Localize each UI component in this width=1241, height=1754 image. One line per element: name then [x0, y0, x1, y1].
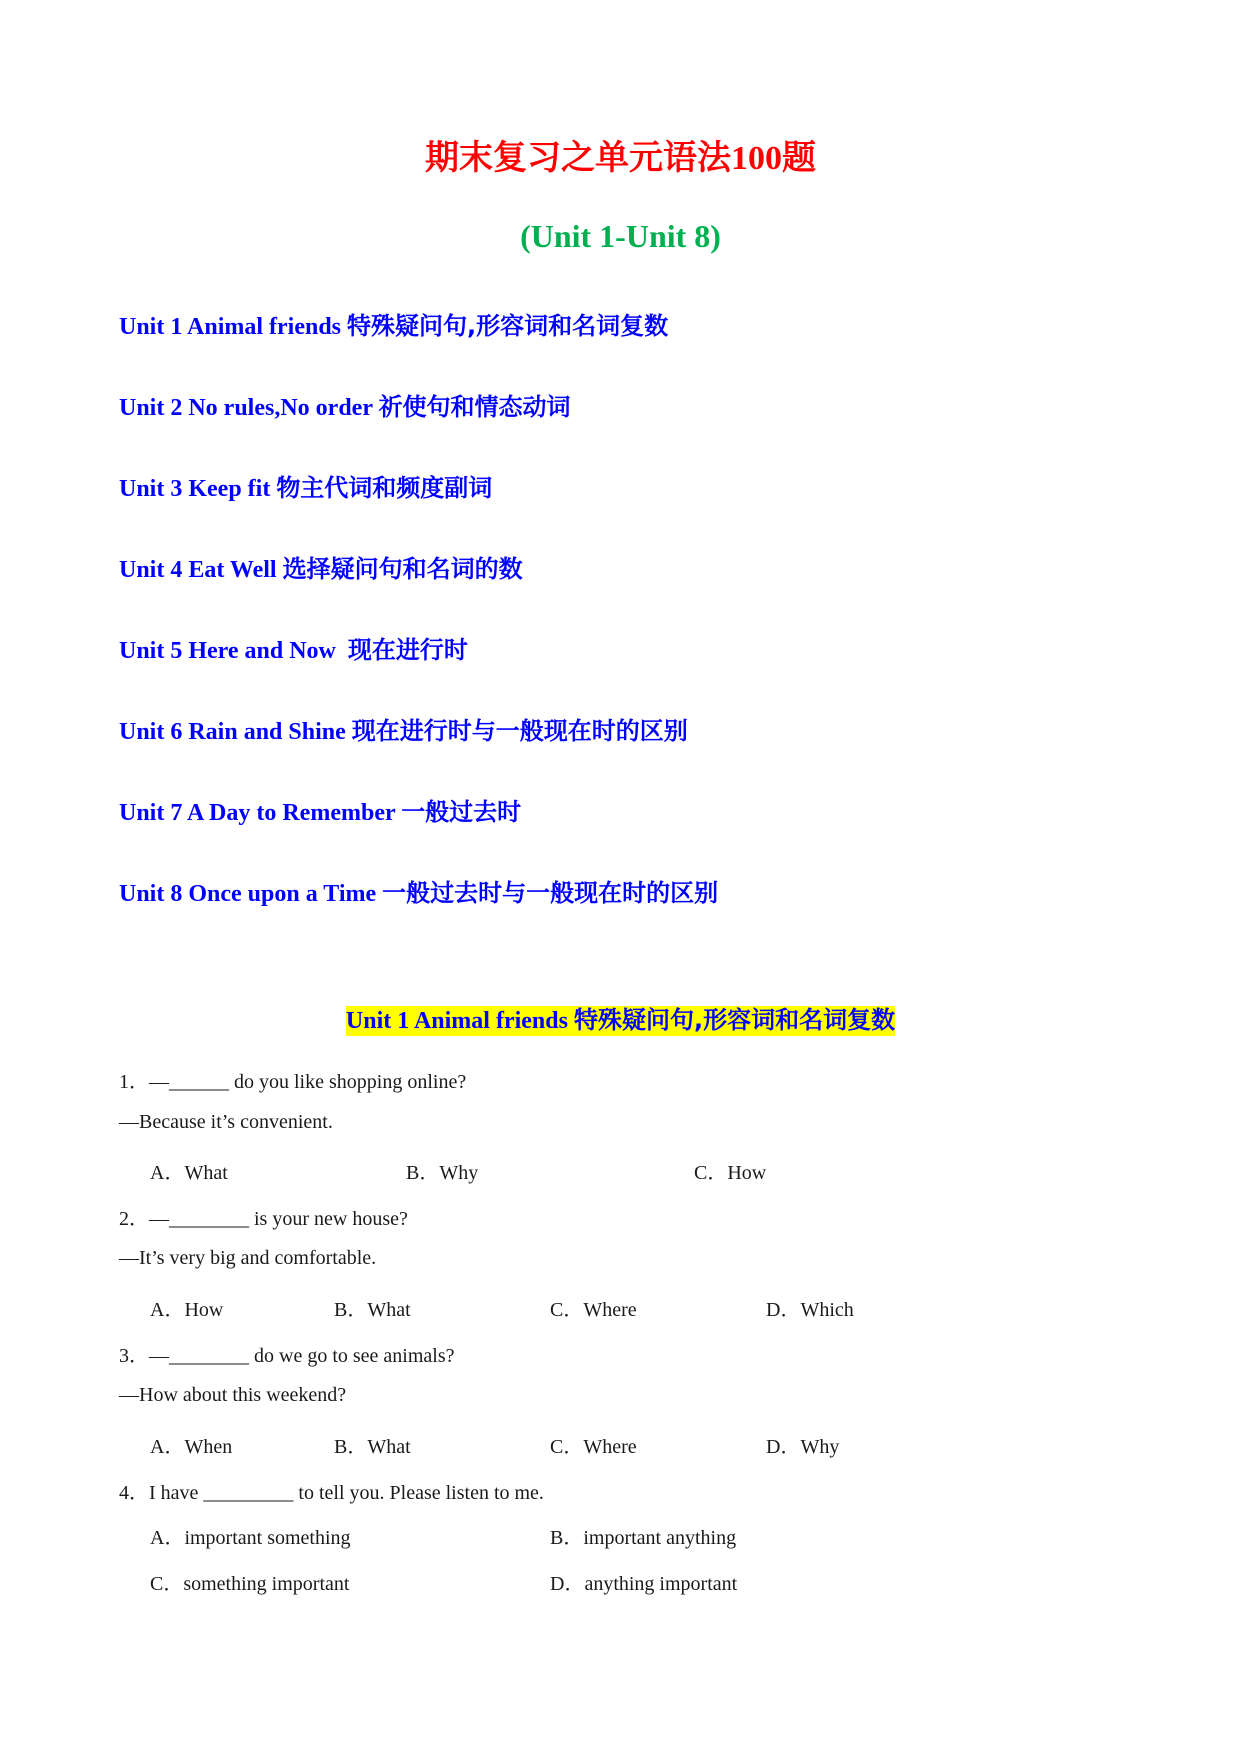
unit-title: Unit 7 A Day to Remember: [119, 800, 402, 826]
unit-list-item: [119, 792, 521, 827]
question-stem: 4．I have _________ to tell you. Please listen to me.: [119, 1482, 544, 1504]
unit-title: Unit 6 Rain and Shine: [119, 719, 352, 745]
unit-title: Unit 5 Here and Now: [119, 638, 348, 664]
question-stem: 3．—________ do we go to see animals?: [119, 1345, 455, 1367]
unit-title: Unit 4 Eat Well: [119, 557, 283, 583]
unit-list-item: [119, 630, 468, 665]
answer-option[interactable]: B．What: [334, 1436, 411, 1458]
section-heading: [0, 1000, 1241, 1035]
answer-option[interactable]: C．something important: [150, 1573, 350, 1595]
answer-option[interactable]: C．Where: [550, 1299, 637, 1321]
answer-option[interactable]: B．important anything: [550, 1527, 737, 1549]
answer-option[interactable]: C．How: [694, 1162, 767, 1184]
unit-list-item: [119, 468, 492, 503]
unit-title: Unit 2 No rules,No order: [119, 395, 379, 421]
answer-option[interactable]: D．Which: [766, 1299, 854, 1321]
answer-option[interactable]: A．How: [150, 1299, 224, 1321]
answer-option[interactable]: A．When: [150, 1436, 233, 1458]
answer-option[interactable]: C．Where: [550, 1436, 637, 1458]
answer-option[interactable]: A．What: [150, 1162, 228, 1184]
unit-list-item: [119, 387, 571, 422]
unit-list-item: [119, 306, 668, 341]
answer-option[interactable]: B．What: [334, 1299, 411, 1321]
unit-title: Unit 1 Animal friends: [119, 314, 348, 340]
document-title: 期末复习之单元语法100题: [425, 140, 816, 177]
unit-grammar: 祈使句和情态动词: [378, 393, 571, 421]
question-stem: 2．—________ is your new house?: [119, 1208, 408, 1230]
document-subtitle: (Unit 1-Unit 8): [520, 218, 721, 254]
question-reply: —It’s very big and comfortable.: [119, 1247, 377, 1269]
unit-title: Unit 3 Keep fit: [119, 476, 277, 502]
unit-grammar: 现在进行时与一般现在时的区别: [351, 717, 688, 745]
unit-grammar: 物主代词和频度副词: [276, 474, 493, 502]
unit-list-item: [119, 873, 718, 908]
answer-option[interactable]: D．Why: [766, 1436, 840, 1458]
answer-option[interactable]: A．important something: [150, 1527, 351, 1549]
unit-grammar: 特殊疑问句,形容词和名词复数: [347, 312, 669, 340]
unit-grammar: 一般过去时: [401, 798, 522, 826]
question-reply: —How about this weekend?: [119, 1384, 347, 1406]
unit-grammar: 一般过去时与一般现在时的区别: [382, 879, 719, 907]
unit-title: Unit 8 Once upon a Time: [119, 881, 383, 907]
unit-grammar: 选择疑问句和名词的数: [282, 555, 523, 583]
answer-option[interactable]: D．anything important: [550, 1573, 738, 1595]
unit-grammar: 现在进行时: [347, 636, 468, 664]
section-heading-title: Unit 1 Animal friends: [345, 1008, 574, 1034]
unit-list-item: [119, 711, 688, 746]
question-reply: —Because it’s convenient.: [119, 1111, 333, 1133]
question-stem: 1．—______ do you like shopping online?: [119, 1071, 467, 1093]
answer-option[interactable]: B．Why: [406, 1162, 479, 1184]
section-heading-grammar: 特殊疑问句,形容词和名词复数: [573, 1006, 896, 1034]
unit-list-item: [119, 549, 523, 584]
